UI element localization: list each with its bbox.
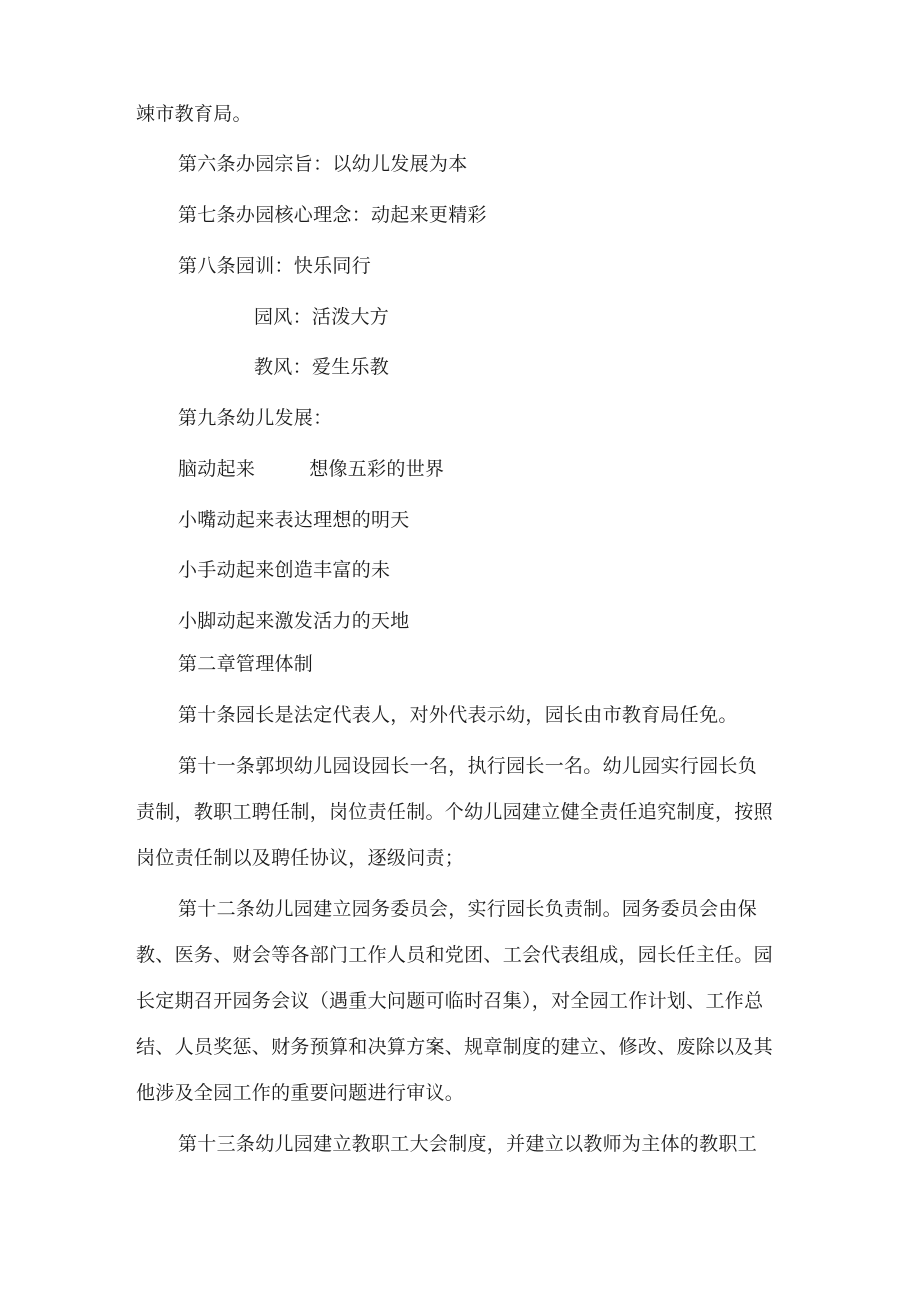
article-11-line-3: 岗位责任制以及聘任协议，逐级问责； [136, 847, 465, 869]
article-12-line-1: 第十二条幼儿园建立园务委员会，实行园长负责制。园务委员会由保 [178, 898, 758, 920]
chapter-2-heading: 第二章管理体制 [178, 653, 314, 675]
article-13-line-1: 第十三条幼儿园建立教职工大会制度，并建立以教师为主体的教职工 [178, 1133, 758, 1155]
article-12-line-2: 教、医务、财会等各部门工作人员和党团、工会代表组成，园长任主任。园 [136, 944, 773, 966]
article-12-line-3: 长定期召开园务会议（遇重大问题可临时召集），对全园工作计划、工作总 [136, 990, 764, 1012]
development-line-mouth: 小嘴动起来表达理想的明天 [178, 509, 410, 531]
kindergarten-style: 园风：活泼大方 [254, 306, 390, 328]
article-6: 第六条办园宗旨：以幼儿发展为本 [178, 153, 468, 175]
article-9: 第九条幼儿发展： [178, 407, 333, 429]
development-line-brain [178, 457, 444, 481]
text-line: 竦市教育局。 [136, 103, 252, 125]
article-7: 第七条办园核心理念：动起来更精彩 [178, 204, 487, 226]
development-line-brain-a: 脑动起来 [178, 458, 256, 480]
article-11-line-1: 第十一条郭坝幼儿园设园长一名，执行园长一名。幼儿园实行园长负 [178, 755, 758, 777]
development-line-brain-b: 想像五彩的世界 [309, 458, 445, 480]
article-12-line-4: 结、人员奖惩、财务预算和决算方案、规章制度的建立、修改、废除以及其 [136, 1036, 773, 1058]
article-8: 第八条园训：快乐同行 [178, 255, 372, 277]
article-10: 第十条园长是法定代表人，对外代表示幼，园长由市教育局任免。 [178, 704, 738, 726]
teaching-style: 教风：爱生乐教 [254, 356, 390, 378]
development-line-hand: 小手动起来创造丰富的未 [178, 559, 391, 581]
development-line-foot: 小脚动起来激发活力的天地 [178, 610, 410, 632]
article-12-line-5: 他涉及全园工作的重要问题进行审议。 [136, 1082, 465, 1104]
article-11-line-2: 责制，教职工聘任制，岗位责任制。个幼儿园建立健全责任追究制度，按照 [136, 801, 773, 823]
